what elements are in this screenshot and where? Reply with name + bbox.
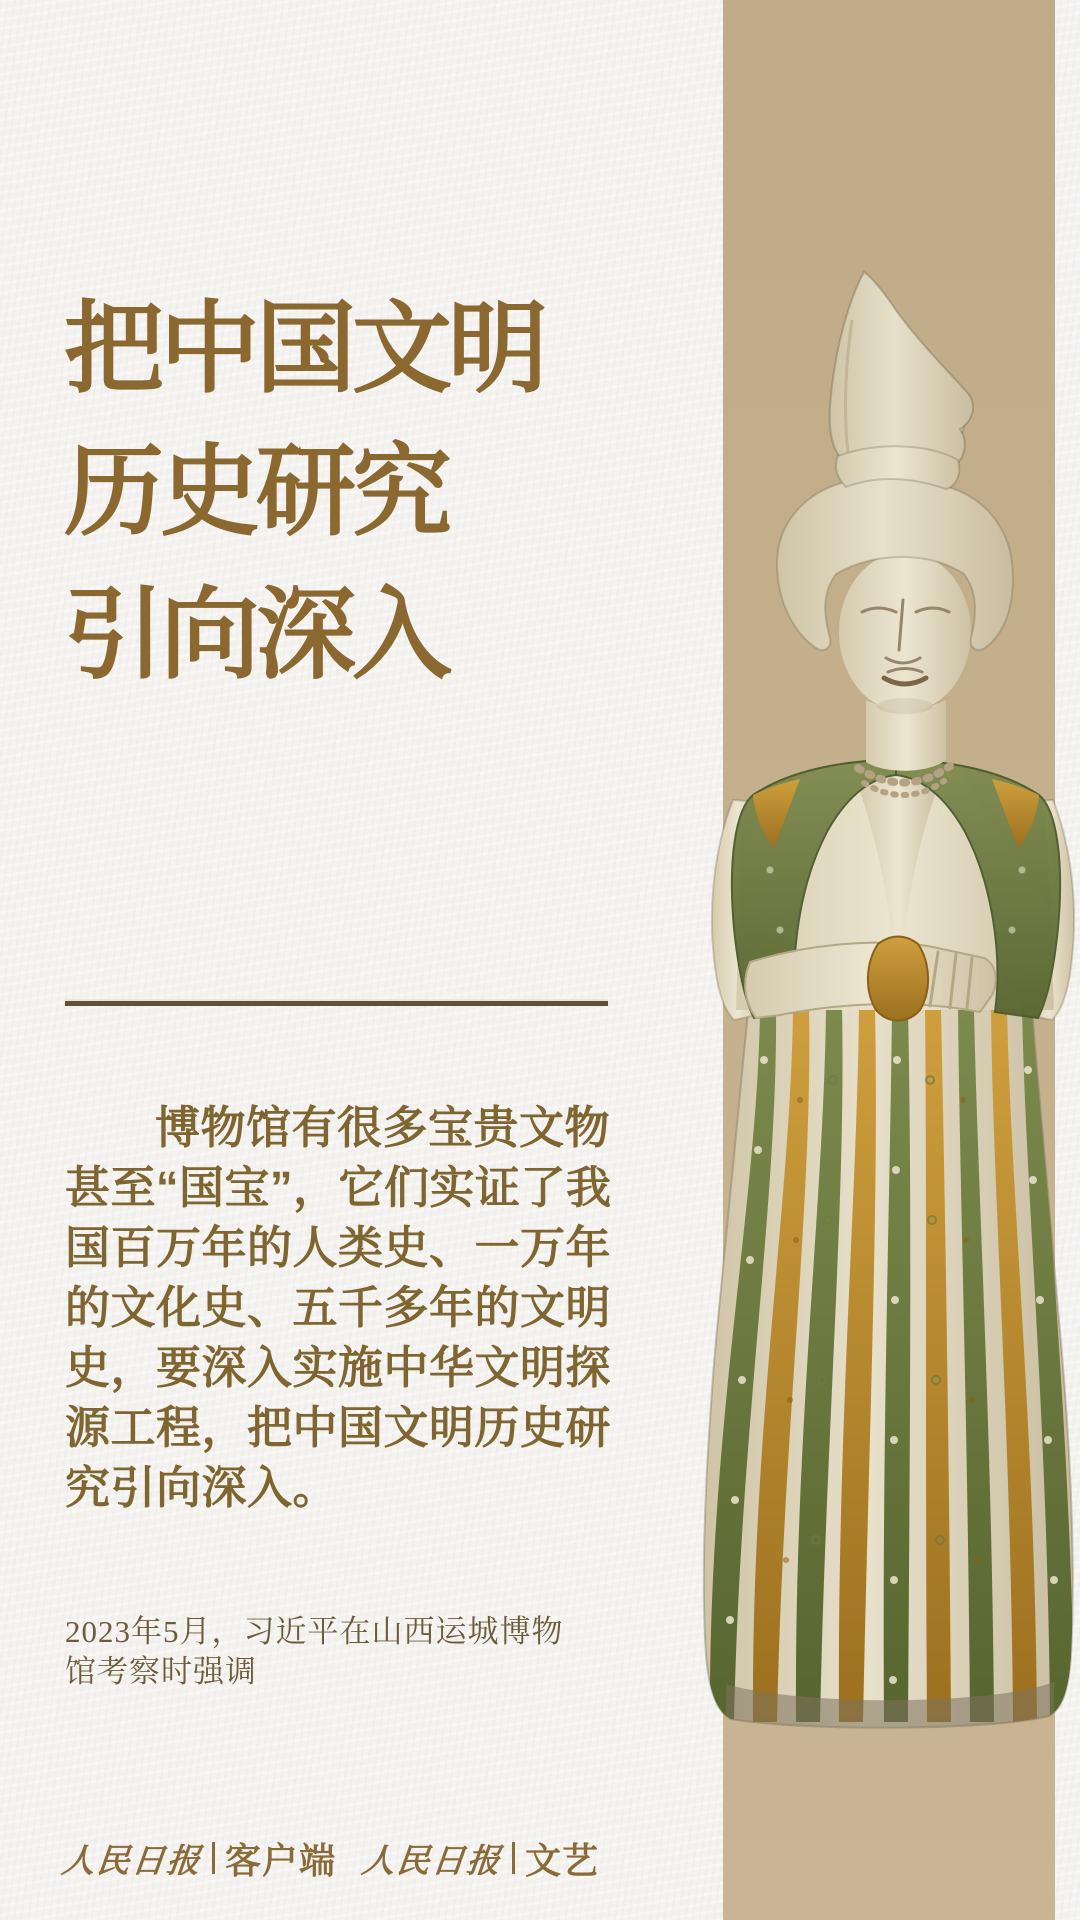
figurine-hat xyxy=(830,272,973,489)
brand-peoples-daily-arts xyxy=(359,1833,600,1884)
footer-divider-bar xyxy=(512,1842,515,1874)
figurine-image xyxy=(650,240,1080,1750)
tang-sancai-figurine-illustration xyxy=(650,240,1080,1750)
figurine-skirt xyxy=(704,1002,1074,1736)
divider-rule xyxy=(65,999,608,1006)
peoples-daily-masthead-logo: 人民日报 xyxy=(59,1843,204,1880)
footer-divider-bar xyxy=(212,1842,215,1874)
brand-label-client: 客户端 xyxy=(225,1839,337,1881)
title-line-2: 历史研究 xyxy=(64,437,448,548)
peoples-daily-masthead-logo: 人民日报 xyxy=(359,1843,504,1880)
title-line-1: 把中国文明 xyxy=(64,294,544,405)
quote-line: 国百万年的人类史、一万年 xyxy=(65,1222,612,1273)
quote-paragraph xyxy=(65,1098,617,1518)
brand-label-arts: 文艺 xyxy=(525,1839,600,1881)
quote-line: 源工程，把中国文明历史研 xyxy=(65,1402,612,1453)
quote-line: 究引向深入。 xyxy=(65,1462,339,1513)
quote-line: 甚至“国宝”，它们实证了我 xyxy=(65,1162,612,1213)
quote-line: 的文化史、五千多年的文明 xyxy=(65,1282,612,1333)
title-line-3: 引向深入 xyxy=(64,580,448,691)
brand-peoples-daily-client xyxy=(59,1833,337,1884)
page-title xyxy=(64,278,624,707)
figurine-pendant xyxy=(868,937,928,1021)
figurine-head xyxy=(777,478,1013,714)
source-caption: 2023年5月，习近平在山西运城博物馆考察时强调 xyxy=(65,1614,564,1689)
quote-line: 史，要深入实施中华文明探 xyxy=(65,1342,612,1393)
quote-line: 博物馆有很多宝贵文物 xyxy=(155,1102,611,1153)
footer-logos xyxy=(59,1836,600,1881)
